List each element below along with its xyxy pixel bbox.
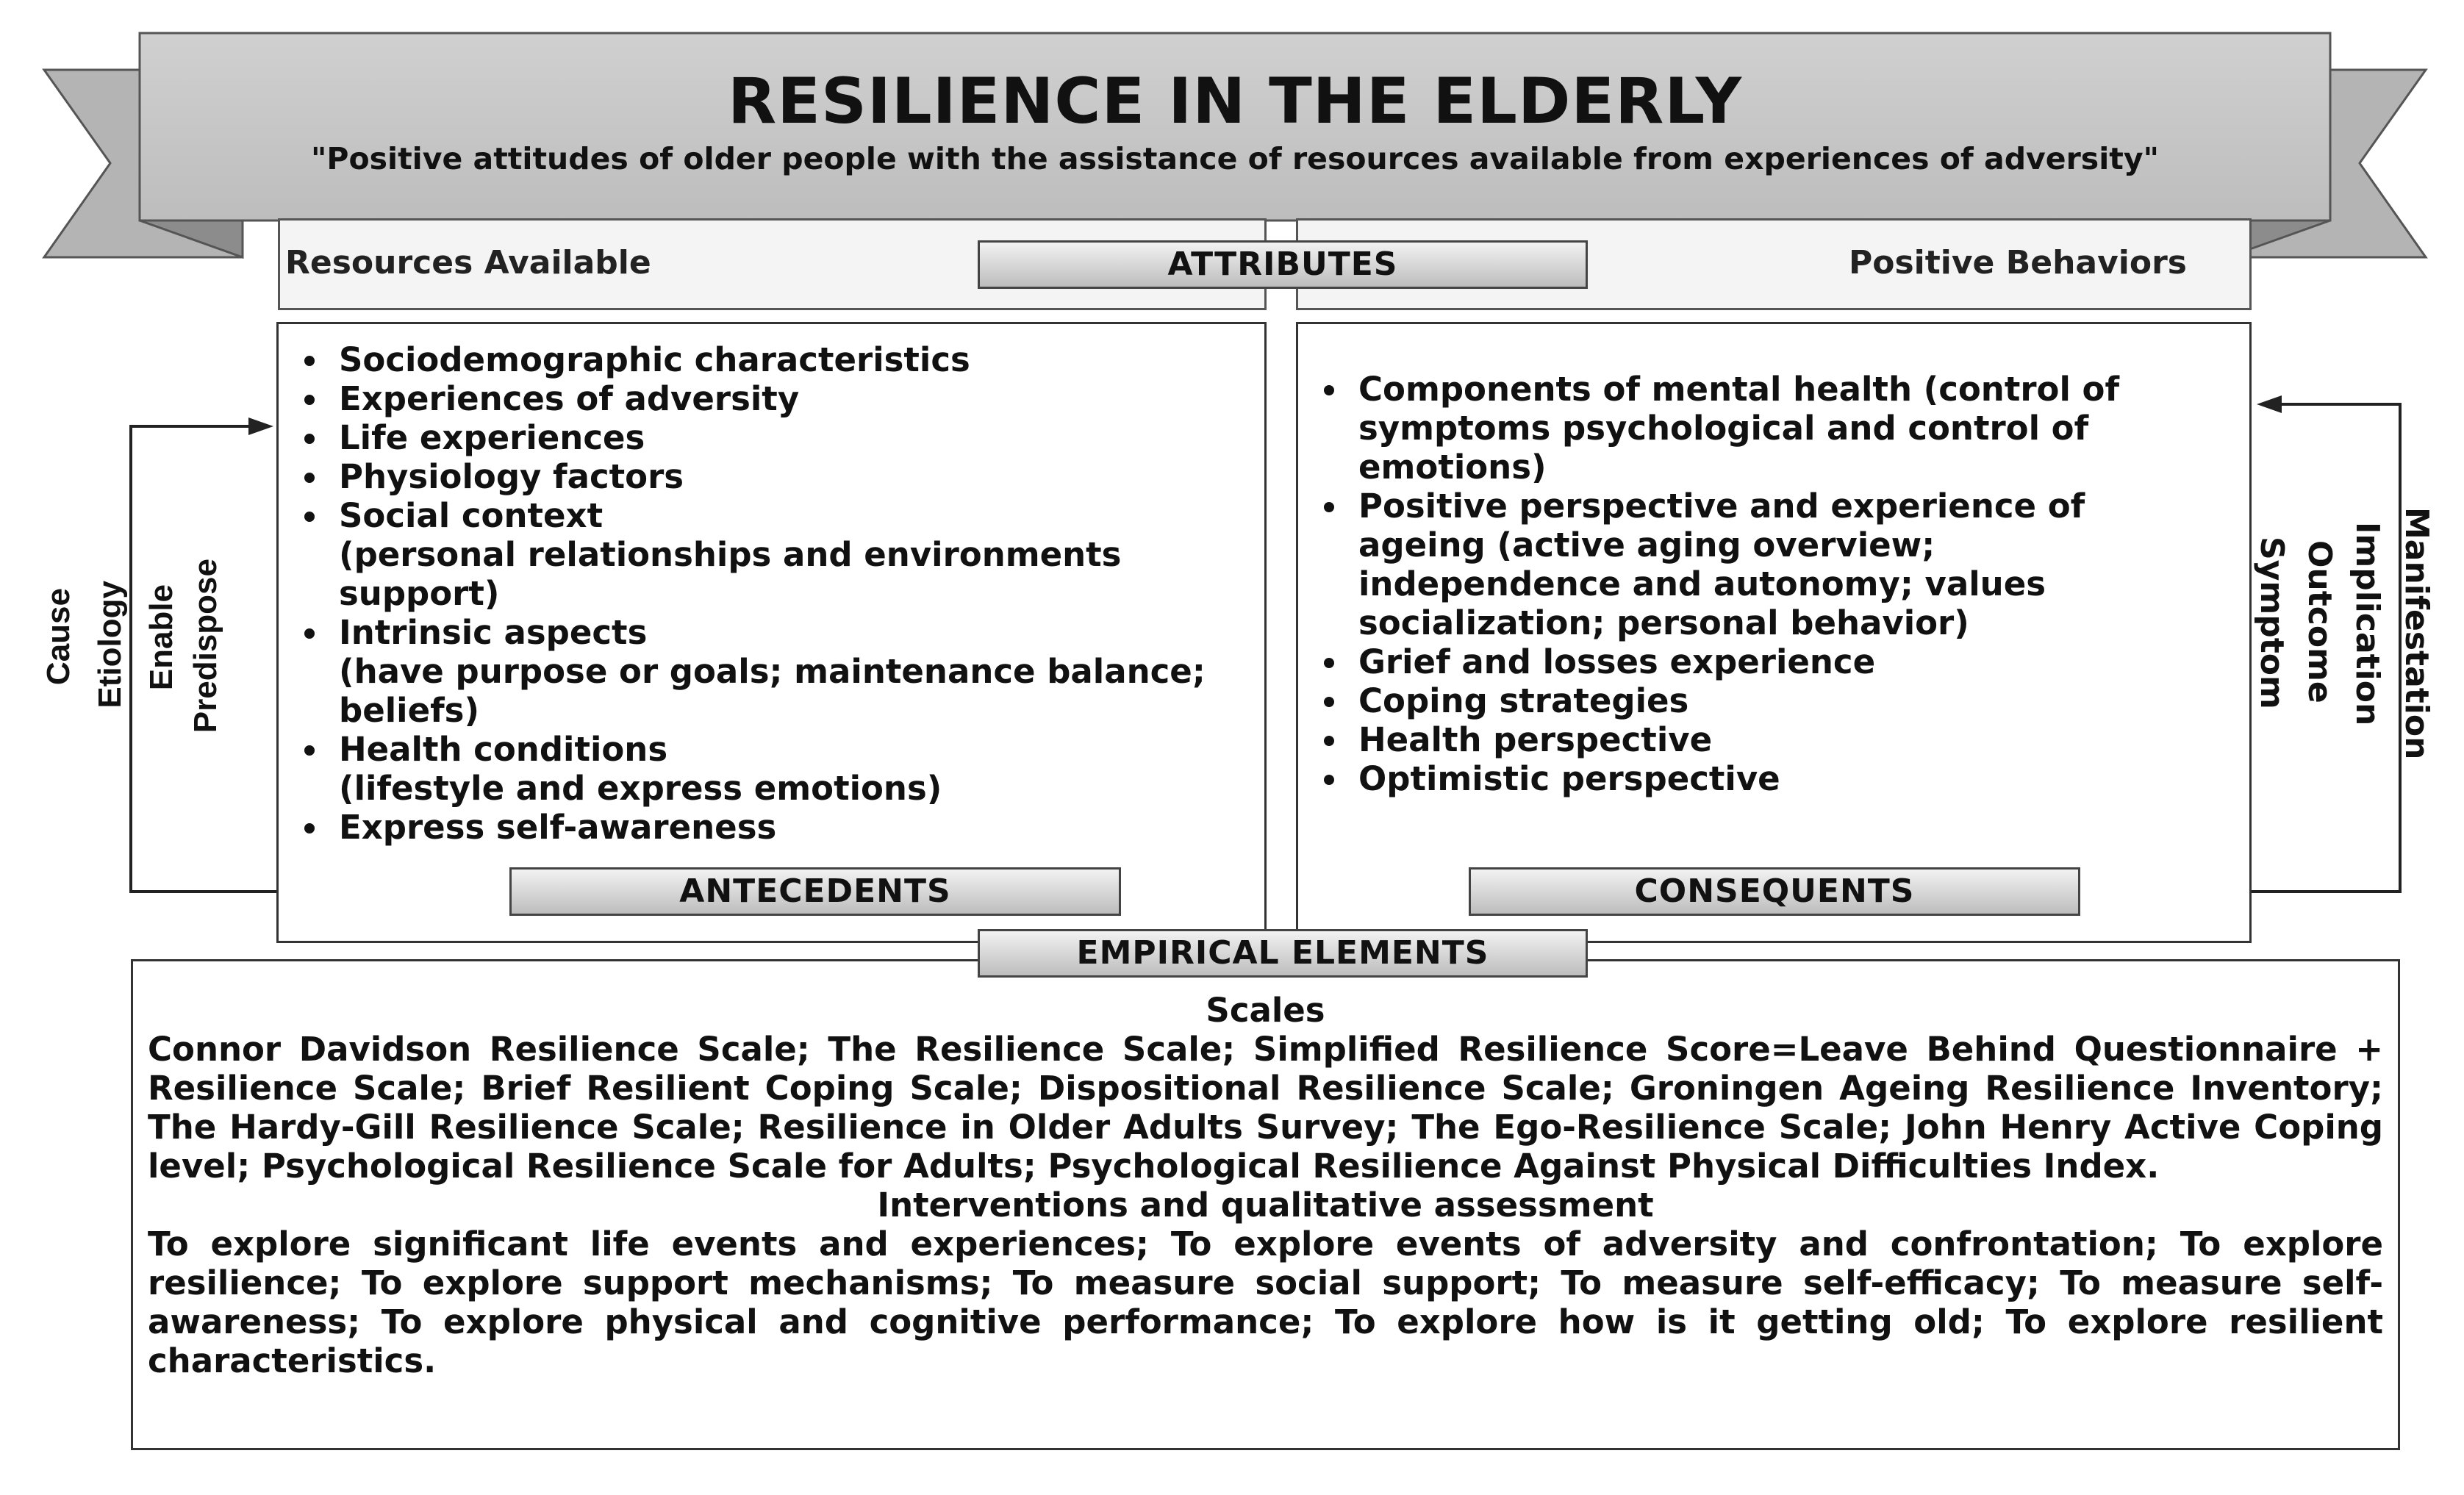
side-label-symptom: Symptom (2253, 537, 2291, 709)
empirical-box (131, 959, 2400, 1450)
antecedents-pill: ANTECEDENTS (509, 867, 1121, 916)
list-item: • Experiences of adversity (330, 379, 1264, 418)
side-label-outcome: Outcome (2301, 540, 2338, 703)
list-item: • Social context (personal relationships and environments support) (330, 496, 1264, 613)
list-item: • Optimistic perspective (1350, 759, 2198, 798)
page-subtitle: "Positive attitudes of older people with the assistance of resources available from experiences of adversity" (311, 141, 2159, 176)
antecedents-loop-arrow (248, 417, 273, 435)
list-item: • Components of mental health (control of symptoms psychological and control of emotions) (1350, 370, 2198, 487)
list-item: • Sociodemographic characteristics (330, 340, 1264, 379)
positive-behaviors-label: Positive Behaviors (1849, 244, 2187, 282)
list-item: • Positive perspective and experience of ageing (active aging overview; independence and autonomy; values socialization; personal behavior) (1350, 487, 2198, 642)
list-item: • Intrinsic aspects (have purpose or goals; maintenance balance; beliefs) (330, 613, 1264, 730)
scales-text: Connor Davidson Resilience Scale; The Resilience Scale; Simplified Resilience Score=Leave Behind Questionnaire + Resilience Scale; Brief Resilient Coping Scale; Dispositional Resilience Scale; Groningen Ageing Resilience Inventory; The Hardy-Gill Resilience Scale; Resilience in Older Adults Survey; The Ego-Resilience Scale; John Henry Active Coping level; Psychological Resilience Scale for Adults; Psychological Resilience Against Physical Difficulties Index. (148, 1030, 2383, 1186)
antecedents-box (276, 322, 1267, 943)
consequents-pill: CONSEQUENTS (1469, 867, 2080, 916)
consequents-loop-arrow (2257, 395, 2282, 413)
list-item: • Grief and losses experience (1350, 642, 2198, 681)
interventions-text: To explore significant life events and experiences; To explore events of adversity and confrontation; To explore resilience; To explore support mechanisms; To measure social support; To measure self-efficacy; To measure self-awareness; To explore physical and cognitive performance; To explore how is it getting old; To explore resilient characteristics. (148, 1225, 2383, 1380)
side-label-enable: Enable (143, 584, 179, 691)
list-item: • Express self-awareness (330, 808, 1264, 847)
attributes-pill: ATTRIBUTES (978, 240, 1588, 289)
interventions-heading: Interventions and qualitative assessment (877, 1186, 1654, 1225)
page-title: RESILIENCE IN THE ELDERLY (727, 65, 1743, 138)
consequents-list (1298, 370, 2249, 798)
list-item: • Physiology factors (330, 457, 1264, 496)
scales-heading: Scales (1206, 991, 1325, 1030)
list-item: • Coping strategies (1350, 681, 2198, 720)
consequents-box (1296, 322, 2252, 943)
side-label-etiology: Etiology (92, 581, 128, 709)
antecedents-list (279, 340, 1264, 847)
side-label-cause: Cause (40, 588, 76, 686)
list-item: • Health conditions (lifestyle and express emotions) (330, 730, 1264, 808)
side-label-implication: Implication (2349, 522, 2386, 726)
side-label-predispose: Predispose (187, 559, 223, 734)
empirical-elements-pill: EMPIRICAL ELEMENTS (978, 929, 1588, 978)
side-label-manifestation: Manifestation (2398, 507, 2435, 760)
list-item: • Life experiences (330, 418, 1264, 457)
resources-available-label: Resources Available (285, 244, 651, 282)
list-item: • Health perspective (1350, 720, 2198, 759)
